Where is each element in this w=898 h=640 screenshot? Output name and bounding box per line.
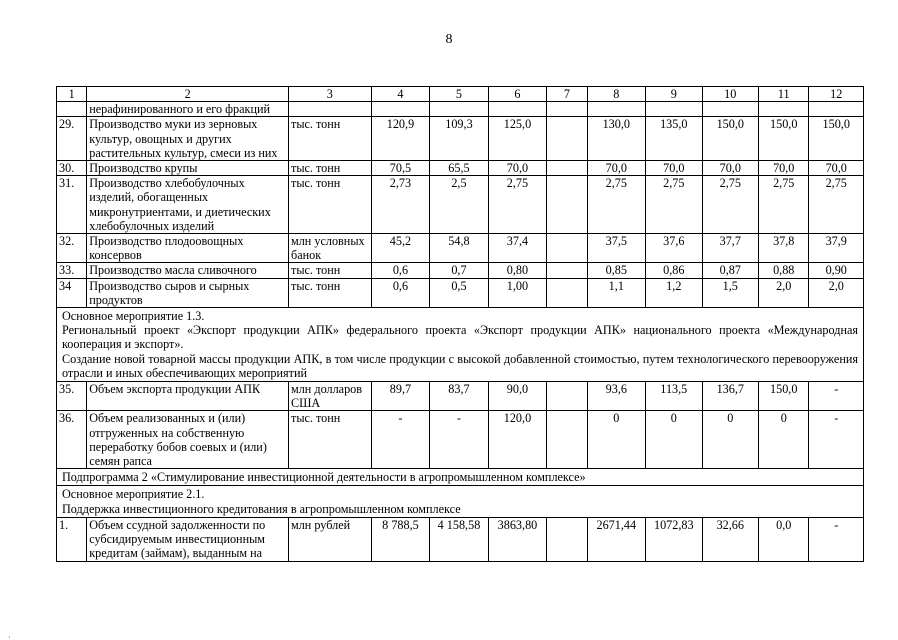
value-cell — [809, 102, 864, 117]
unit-cell: тыс. тонн — [289, 278, 372, 307]
value-cell — [371, 102, 430, 117]
value-cell: 150,0 — [809, 117, 864, 161]
value-cell: 2,75 — [702, 176, 758, 234]
value-cell: 83,7 — [430, 382, 489, 411]
text-line: Подпрограмма 2 «Стимулирование инвестиционной деятельности в агропромышленном комплексе» — [62, 470, 586, 485]
subprogram-2-heading-cell — [57, 469, 864, 486]
column-header: 12 — [809, 87, 864, 102]
text-line: Поддержка инвестиционного кредитования в агропромышленном комплексе — [62, 501, 461, 516]
value-cell — [488, 102, 547, 117]
row-number: 33. — [57, 263, 87, 278]
row-number: 34 — [57, 278, 87, 307]
table-row — [57, 102, 864, 117]
measure-2-1 — [57, 486, 864, 517]
value-cell: 1,2 — [646, 278, 702, 307]
value-cell: 2,75 — [759, 176, 809, 234]
value-cell: 0,85 — [587, 263, 646, 278]
value-cell: 0,88 — [759, 263, 809, 278]
unit-cell: млн рублей — [289, 517, 372, 561]
indicator-name: Производство масла сливочного — [87, 263, 289, 278]
value-cell: 135,0 — [646, 117, 702, 161]
value-cell: 2,75 — [587, 176, 646, 234]
value-cell: 0,87 — [702, 263, 758, 278]
value-cell: 70,5 — [371, 161, 430, 176]
value-cell: 37,4 — [488, 234, 547, 263]
row-number: 31. — [57, 176, 87, 234]
unit-cell: тыс. тонн — [289, 161, 372, 176]
value-cell: 2,75 — [488, 176, 547, 234]
measure-1-3-cell — [57, 308, 864, 382]
value-cell: 0,6 — [371, 263, 430, 278]
value-cell: 150,0 — [759, 117, 809, 161]
value-cell: 150,0 — [759, 382, 809, 411]
indicator-name: Производство хлебобулочных изделий, обогащенных микронутриентами, и диетических хлебобулочных изделий — [87, 176, 289, 234]
subprogram-2-heading — [57, 469, 864, 486]
column-header: 5 — [430, 87, 489, 102]
indicator-name: Производство муки из зерновых культур, овощных и других растительных культур, смеси из них — [87, 117, 289, 161]
value-cell — [547, 176, 587, 234]
table-row — [57, 263, 864, 278]
table-row — [57, 176, 864, 234]
value-cell: 120,9 — [371, 117, 430, 161]
table-row — [57, 234, 864, 263]
value-cell: 54,8 — [430, 234, 489, 263]
indicators-table — [56, 86, 864, 562]
value-cell: 70,0 — [646, 161, 702, 176]
value-cell: 0,0 — [759, 517, 809, 561]
indicator-name: нерафинированного и его фракций — [87, 102, 289, 117]
value-cell — [547, 234, 587, 263]
row-number: 29. — [57, 117, 87, 161]
value-cell: - — [809, 411, 864, 469]
value-cell: 0,7 — [430, 263, 489, 278]
value-cell: 0 — [587, 411, 646, 469]
value-cell: 130,0 — [587, 117, 646, 161]
value-cell: 37,6 — [646, 234, 702, 263]
value-cell — [646, 102, 702, 117]
value-cell: 37,8 — [759, 234, 809, 263]
value-cell: 2,75 — [809, 176, 864, 234]
column-header: 11 — [759, 87, 809, 102]
row-number: 35. — [57, 382, 87, 411]
value-cell: 0,5 — [430, 278, 489, 307]
row-number: 32. — [57, 234, 87, 263]
column-header: 3 — [289, 87, 372, 102]
row-number: 30. — [57, 161, 87, 176]
value-cell: - — [371, 411, 430, 469]
column-header: 4 — [371, 87, 430, 102]
indicator-name: Производство крупы — [87, 161, 289, 176]
value-cell: 1,1 — [587, 278, 646, 307]
text-line: Региональный проект «Экспорт продукции АПК» федерального проекта «Экспорт продукции АПК» национального проекта «Международная кооперация и экспорт». — [62, 323, 858, 352]
indicator-name: Производство плодоовощных консервов — [87, 234, 289, 263]
value-cell: 70,0 — [759, 161, 809, 176]
value-cell — [759, 102, 809, 117]
unit-cell: тыс. тонн — [289, 117, 372, 161]
value-cell — [587, 102, 646, 117]
value-cell: 1,5 — [702, 278, 758, 307]
column-header: 9 — [646, 87, 702, 102]
value-cell: 90,0 — [488, 382, 547, 411]
value-cell: - — [809, 517, 864, 561]
value-cell: 89,7 — [371, 382, 430, 411]
value-cell: 113,5 — [646, 382, 702, 411]
indicator-name: Объем реализованных и (или) отгруженных на собственную переработку бобов соевых и (или) семян рапса — [87, 411, 289, 469]
indicator-name: Объем экспорта продукции АПК — [87, 382, 289, 411]
value-cell: - — [809, 382, 864, 411]
column-header: 8 — [587, 87, 646, 102]
text-line: Основное мероприятие 2.1. — [62, 487, 205, 502]
value-cell — [547, 278, 587, 307]
table-row — [57, 278, 864, 307]
table-row — [57, 117, 864, 161]
value-cell: 120,0 — [488, 411, 547, 469]
value-cell: 8 788,5 — [371, 517, 430, 561]
value-cell: 125,0 — [488, 117, 547, 161]
measure-2-1-cell — [57, 486, 864, 517]
value-cell: 2,0 — [809, 278, 864, 307]
value-cell: 0,86 — [646, 263, 702, 278]
table-row — [57, 517, 864, 561]
scan-mark: ˌ — [8, 628, 11, 638]
unit-cell: тыс. тонн — [289, 176, 372, 234]
value-cell — [547, 161, 587, 176]
value-cell: - — [430, 411, 489, 469]
value-cell: 2,73 — [371, 176, 430, 234]
value-cell: 2,5 — [430, 176, 489, 234]
header-row — [57, 87, 864, 102]
value-cell: 37,7 — [702, 234, 758, 263]
value-cell: 2671,44 — [587, 517, 646, 561]
unit-cell: тыс. тонн — [289, 411, 372, 469]
unit-cell: млн долларов США — [289, 382, 372, 411]
value-cell: 65,5 — [430, 161, 489, 176]
value-cell: 0,90 — [809, 263, 864, 278]
value-cell: 70,0 — [809, 161, 864, 176]
value-cell: 70,0 — [702, 161, 758, 176]
value-cell: 1,00 — [488, 278, 547, 307]
page-number: 8 — [445, 32, 453, 47]
value-cell: 93,6 — [587, 382, 646, 411]
unit-cell: млн условных банок — [289, 234, 372, 263]
text-line: Создание новой товарной массы продукции АПК, в том числе продукции с высокой добавленной стоимостью, путем технологического перевооружения отрасли и иных обеспечивающих мероприятий — [62, 351, 858, 380]
value-cell — [547, 517, 587, 561]
measure-1-3 — [57, 308, 864, 382]
value-cell: 4 158,58 — [430, 517, 489, 561]
column-header: 6 — [488, 87, 547, 102]
row-number: 1. — [57, 517, 87, 561]
value-cell: 2,0 — [759, 278, 809, 307]
unit-cell — [289, 102, 372, 117]
value-cell: 45,2 — [371, 234, 430, 263]
column-header: 7 — [547, 87, 587, 102]
indicator-name: Объем ссудной задолженности по субсидируемым инвестиционным кредитам (займам), выданным на — [87, 517, 289, 561]
value-cell — [547, 411, 587, 469]
value-cell: 0,6 — [371, 278, 430, 307]
text-line: Основное мероприятие 1.3. — [62, 309, 205, 324]
value-cell — [547, 102, 587, 117]
column-header: 2 — [87, 87, 289, 102]
value-cell — [547, 382, 587, 411]
table-row — [57, 382, 864, 411]
column-header: 1 — [57, 87, 87, 102]
value-cell: 70,0 — [488, 161, 547, 176]
value-cell — [547, 263, 587, 278]
table-row — [57, 161, 864, 176]
value-cell: 0 — [646, 411, 702, 469]
value-cell: 0 — [759, 411, 809, 469]
value-cell: 1072,83 — [646, 517, 702, 561]
value-cell: 0 — [702, 411, 758, 469]
value-cell — [430, 102, 489, 117]
indicator-name: Производство сыров и сырных продуктов — [87, 278, 289, 307]
value-cell: 37,9 — [809, 234, 864, 263]
value-cell: 109,3 — [430, 117, 489, 161]
row-number: 36. — [57, 411, 87, 469]
value-cell: 0,80 — [488, 263, 547, 278]
value-cell — [702, 102, 758, 117]
row-number — [57, 102, 87, 117]
value-cell: 3863,80 — [488, 517, 547, 561]
unit-cell: тыс. тонн — [289, 263, 372, 278]
column-header: 10 — [702, 87, 758, 102]
value-cell: 2,75 — [646, 176, 702, 234]
value-cell: 150,0 — [702, 117, 758, 161]
value-cell: 37,5 — [587, 234, 646, 263]
value-cell: 32,66 — [702, 517, 758, 561]
value-cell: 70,0 — [587, 161, 646, 176]
value-cell: 136,7 — [702, 382, 758, 411]
value-cell — [547, 117, 587, 161]
table-row — [57, 411, 864, 469]
